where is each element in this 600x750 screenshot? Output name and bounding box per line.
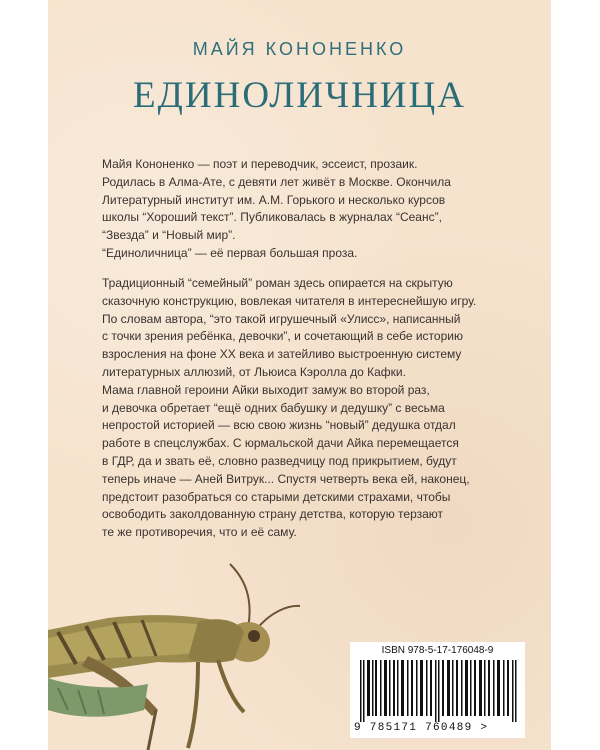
bio-line: “Единоличница” — её первая большая проза. [102,245,358,260]
author-bio [102,156,502,263]
isbn-number: ISBN 978-5-17-176048-9 [381,645,494,656]
annotation-line: взросления на фоне XX века и затейливо выстроенную систему [102,347,462,362]
annotation-line: те же противоречия, что и её саму. [102,525,297,540]
book-back-cover [48,0,551,750]
bio-line: школы “Хороший текст”. Публиковалась в журналах “Сеанс”, [102,210,442,225]
annotation-line: непростой историей — всю свою жизнь “новый” дедушка отдал [102,418,456,433]
annotation-line: и девочка обретает “ещё одних бабушку и дедушку” с весьма [102,400,445,415]
book-annotation [102,275,502,542]
annotation-line: литературных аллюзий, от Льюиса Кэролла до Кафки. [102,364,406,379]
author-name: МАЙЯ КОНОНЕНКО [192,39,407,59]
annotation-line: теперь иначе — Аней Витрук... Спустя четверть века ей, наконец, [102,471,470,486]
bio-line: Литературный институт им. А.М. Горького и несколько курсов [102,192,446,207]
annotation-line: сказочную конструкцию, вовлекая читателя в интереснейшую игру. [102,293,477,308]
annotation-line: в ГДР, да и звать её, словно разведчицу под прикрытием, будут [102,453,457,468]
grasshopper-icon [48,564,300,750]
bio-line: Майя Кононенко — поэт и переводчик, эссеист, прозаик. [102,157,418,171]
barcode-bars [360,660,517,722]
annotation-line: с точки зрения ребёнка, девочки”, и сочетающий в себе историю [102,329,463,344]
annotation-line: освободить заколдованную страну детства, которую терзают [102,507,444,522]
annotation-line: Традиционный “семейный” роман здесь опирается на скрытую [102,276,453,290]
bio-line: Родилась в Алма-Ате, с девяти лет живёт в Москве. Окончила [102,174,451,189]
grasshopper-illustration [48,560,348,750]
book-title: ЕДИНОЛИЧНИЦА [133,75,466,116]
annotation-line: По словам автора, “это такой игрушечный «Улисс», написанный [102,311,461,326]
isbn-barcode [350,642,525,738]
annotation-line: Мама главной героини Айки выходит замуж во второй раз, [102,382,430,397]
barcode-digits: 9 785171 760489 > [354,722,489,734]
bio-line: “Звезда” и “Новый мир”. [102,228,236,243]
annotation-line: предстоит разобраться со старыми детскими страхами, чтобы [102,489,451,504]
annotation-line: работе в спецслужбах. С юрмальской дачи Айка перемещается [102,436,459,451]
